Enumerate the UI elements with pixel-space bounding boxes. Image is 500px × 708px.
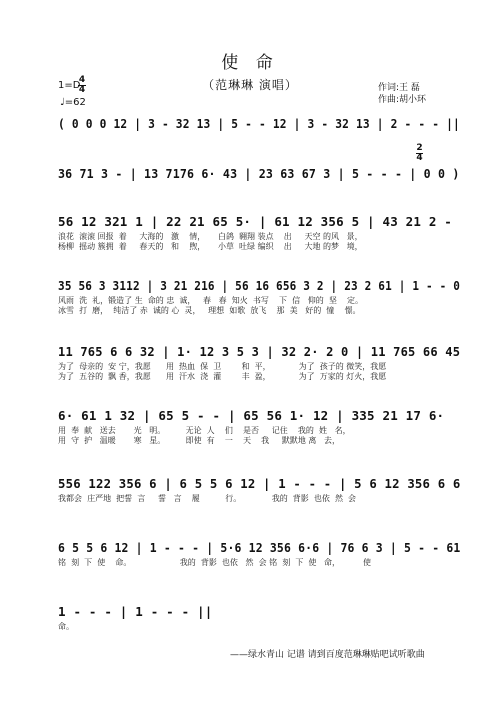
notes-line-1: ( 0 0 0 12 | 3 - 32 13 | 5 - - 12 | 3 - 32 13 | 2 - - - || xyxy=(58,116,460,131)
staff-line-9 xyxy=(58,604,460,644)
lyrics-line-6-verse-2: 用 守 护 温暖 寒 星。 即使 有 一 天 我 默默地 离 去， xyxy=(58,436,341,445)
time-signature xyxy=(78,76,86,95)
tempo-marking: ♩=62 xyxy=(60,97,86,108)
lyrics-line-5-verse-1: 为了 母亲的 安 宁，我愿 用 热血 保 卫 和 平， 为了 孩子的 微笑，我愿 xyxy=(58,362,387,371)
time-signature-top: 4 xyxy=(78,75,86,85)
lyrics-line-3-verse-2: 杨柳 摇动 簇拥 着 春天的 和 煦， 小草 吐绿 编织 出 大地 的梦 境， xyxy=(58,242,363,251)
footer-note: ——绿水青山 记谱 请到百度范琳琳贴吧试听歌曲 xyxy=(230,650,425,660)
lyrics-line-3-verse-1: 浪花 滚滚 回报 着 大海的 激 情， 白鸽 翱翔 装点 出 天空 的风 景， xyxy=(58,232,363,241)
lyrics-line-4-verse-1: 风雨 洗 礼，锻造了 生 命的 忠 诚， 春 春 知火 书写 下 信 仰的 坚 定。 xyxy=(58,296,364,305)
lyrics-line-6-verse-1: 用 奉 献 送去 光 明。 无论 人 们 是否 记住 我的 姓 名， xyxy=(58,426,351,435)
notes-line-4: 35 56 3 3112 | 3 21 216 | 56 16 656 3 2 | 23 2 61 | 1 - - 0 xyxy=(58,278,461,293)
lyrics-line-5-verse-2: 为了 五谷的 飘 香，我愿 用 汗水 浇 灌 丰 盈， 为了 万家的 灯火，我愿 xyxy=(58,372,387,381)
staff-line-8 xyxy=(58,540,460,580)
notes-line-8: 6 5 5 6 12 | 1 - - - | 5·6 12 356 6·6 | 76 6 3 | 5 - - 61 xyxy=(58,540,461,555)
lyrics-line-9: 命。 xyxy=(58,622,74,631)
notes-line-3: 56 12 321 1 | 22 21 65 5· | 61 12 356 5 | 43 21 2 - xyxy=(58,214,453,229)
staff-line-2 xyxy=(58,166,460,206)
key-signature: 1=D xyxy=(58,80,81,91)
notes-line-5: 11 765 6 6 32 | 1· 12 3 5 3 | 32 2· 2 0 | 11 765 66 45 xyxy=(58,344,461,359)
notes-line-9: 1 - - - | 1 - - - || xyxy=(58,604,213,619)
lyricist-credit: 作词:王 磊 xyxy=(378,83,420,93)
lyrics-line-7: 我都会 庄严地 把誓 言 誓 言 履 行。 我的 背影 也依 然 会 xyxy=(58,494,357,503)
time-signature-bottom: 4 xyxy=(78,85,86,95)
staff-line-7 xyxy=(58,476,460,516)
song-title: 使 命 xyxy=(221,53,279,73)
notes-line-6: 6· 61 1 32 | 65 5 - - | 65 56 1· 12 | 335 21 17 6· xyxy=(58,408,445,423)
notes-line-2: 36 71 3 - | 13 7176 6· 43 | 23 63 67 3 | 5 - - - | 0 0 ) xyxy=(58,166,460,181)
lyrics-line-4-verse-2: 冰雪 打 磨， 纯洁了 赤 诚的 心 灵， 理想 如歌 放飞 那 美 好的 憧 憬。 xyxy=(58,306,361,315)
composer-credit: 作曲:胡小环 xyxy=(378,95,427,105)
staff-line-3 xyxy=(58,214,460,254)
staff-line-5 xyxy=(58,344,460,384)
time-change-2-4: 2 4 xyxy=(416,143,423,163)
staff-line-6 xyxy=(58,408,460,448)
staff-line-1 xyxy=(58,116,460,156)
lyrics-line-8: 铭 刻 下 使 命。 我的 背影 也依 然 会 铭 刻 下 使 命， 使 xyxy=(58,558,371,567)
notes-line-7: 556 122 356 6 | 6 5 5 6 12 | 1 - - - | 5 6 12 356 6 6 xyxy=(58,476,461,491)
staff-line-4 xyxy=(58,278,460,318)
song-subtitle: （范琳琳 演唱） xyxy=(202,78,298,92)
